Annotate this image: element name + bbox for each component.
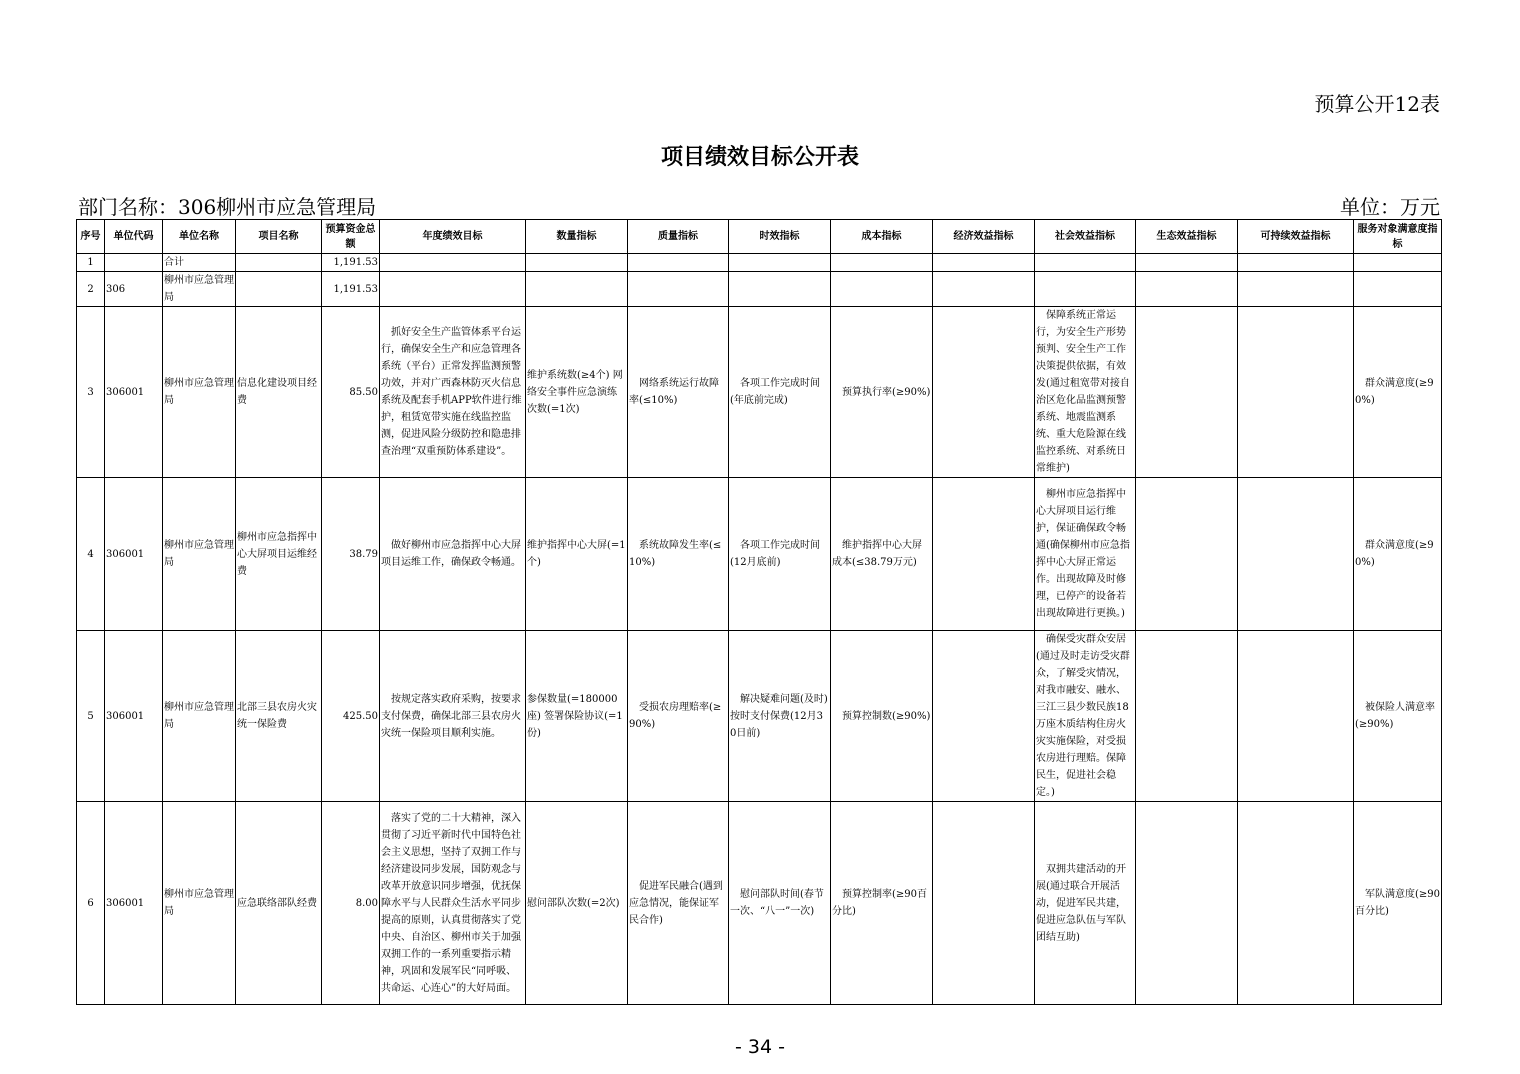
project-name: 柳州市应急指挥中心大屏项目运维经费 <box>236 478 322 631</box>
row-number: 1 <box>77 254 105 272</box>
header-row <box>77 220 1442 254</box>
table-row <box>77 307 1442 478</box>
cost-indicator: 预算控制率(≥90百分比) <box>831 802 933 1005</box>
unit-code: 306001 <box>105 307 163 478</box>
row-number: 5 <box>77 631 105 802</box>
quantity-indicator: 维护指挥中心大屏(=1个) <box>526 478 628 631</box>
quantity-indicator: 慰问部队次数(=2次) <box>526 802 628 1005</box>
economic-indicator <box>933 478 1035 631</box>
annual-goal <box>380 254 526 272</box>
table-row <box>77 631 1442 802</box>
unit-code: 306001 <box>105 802 163 1005</box>
timeliness-indicator: 解决疑难问题(及时) 按时支付保费(12月30日前) <box>729 631 831 802</box>
table-number-label: 预算公开12表 <box>1314 92 1440 116</box>
timeliness-indicator: 各项工作完成时间(年底前完成) <box>729 307 831 478</box>
row-number: 3 <box>77 307 105 478</box>
annual-goal: 做好柳州市应急指挥中心大屏项目运维工作，确保政令畅通。 <box>380 478 526 631</box>
social-indicator: 双拥共建活动的开展(通过联合开展活动，促进军民共建，促进应急队伍与军队团结互助) <box>1035 802 1136 1005</box>
table-row <box>77 272 1442 307</box>
sustainable-indicator <box>1238 307 1354 478</box>
economic-indicator <box>933 272 1035 307</box>
cost-indicator: 预算执行率(≥90%) <box>831 307 933 478</box>
social-indicator: 确保受灾群众安居(通过及时走访受灾群众，了解受灾情况，对我市融安、融水、三江三县少数民族18万座木质结构住房火灾实施保险，对受损农房进行理赔。保障民生，促进社会稳定。) <box>1035 631 1136 802</box>
header-cell: 单位名称 <box>163 220 236 254</box>
header-cell: 可持续效益指标 <box>1238 220 1354 254</box>
ecological-indicator <box>1136 631 1238 802</box>
header-cell: 预算资金总额 <box>322 220 380 254</box>
quality-indicator: 系统故障发生率(≤10%) <box>628 478 729 631</box>
quantity-indicator: 参保数量(=180000座) 签署保险协议(=1份) <box>526 631 628 802</box>
quality-indicator: 受损农房理赔率(≥90%) <box>628 631 729 802</box>
satisfaction-indicator: 群众满意度(≥90%) <box>1354 307 1442 478</box>
header-cell: 经济效益指标 <box>933 220 1035 254</box>
annual-goal <box>380 272 526 307</box>
page-title: 项目绩效目标公开表 <box>660 144 859 170</box>
social-indicator <box>1035 272 1136 307</box>
ecological-indicator <box>1136 478 1238 631</box>
unit-name: 柳州市应急管理局 <box>163 307 236 478</box>
ecological-indicator <box>1136 272 1238 307</box>
social-indicator: 保障系统正常运行，为安全生产形势预判、安全生产工作决策提供依据，有效发(通过租宽带对接自治区危化品监测预警系统、地震监测系统、重大危险源在线监控系统、对系统日常维护) <box>1035 307 1136 478</box>
row-number: 6 <box>77 802 105 1005</box>
unit-name: 柳州市应急管理局 <box>163 478 236 631</box>
cost-indicator: 预算控制数(≥90%) <box>831 631 933 802</box>
table-row <box>77 254 1442 272</box>
quantity-indicator: 维护系统数(≥4个) 网络安全事件应急演练次数(=1次) <box>526 307 628 478</box>
project-name <box>236 254 322 272</box>
social-indicator <box>1035 254 1136 272</box>
economic-indicator <box>933 307 1035 478</box>
quality-indicator: 网络系统运行故障率(≤10%) <box>628 307 729 478</box>
header-cell: 生态效益指标 <box>1136 220 1238 254</box>
social-indicator: 柳州市应急指挥中心大屏项目运行维护，保证确保政令畅通(确保柳州市应急指挥中心大屏正常运作。出现故障及时修理，已停产的设备若出现故障进行更换。) <box>1035 478 1136 631</box>
project-name: 北部三县农房火灾统一保险费 <box>236 631 322 802</box>
header-cell: 序号 <box>77 220 105 254</box>
economic-indicator <box>933 802 1035 1005</box>
table-row <box>77 478 1442 631</box>
timeliness-indicator <box>729 254 831 272</box>
unit-code: 306 <box>105 272 163 307</box>
economic-indicator <box>933 631 1035 802</box>
sustainable-indicator <box>1238 272 1354 307</box>
budget-amount: 1,191.53 <box>322 254 380 272</box>
header-cell: 社会效益指标 <box>1035 220 1136 254</box>
header-cell: 单位代码 <box>105 220 163 254</box>
table-row <box>77 802 1442 1005</box>
unit-name: 合计 <box>163 254 236 272</box>
department-name: 部门名称：306柳州市应急管理局 <box>78 195 377 219</box>
unit-name: 柳州市应急管理局 <box>163 631 236 802</box>
header-cell: 成本指标 <box>831 220 933 254</box>
performance-table <box>76 219 1442 1005</box>
budget-amount: 425.50 <box>322 631 380 802</box>
header-cell: 服务对象满意度指标 <box>1354 220 1442 254</box>
quantity-indicator <box>526 254 628 272</box>
ecological-indicator <box>1136 254 1238 272</box>
page-number: - 34 - <box>735 1036 785 1058</box>
sustainable-indicator <box>1238 631 1354 802</box>
sustainable-indicator <box>1238 478 1354 631</box>
row-number: 4 <box>77 478 105 631</box>
header-cell: 年度绩效目标 <box>380 220 526 254</box>
unit-code: 306001 <box>105 478 163 631</box>
ecological-indicator <box>1136 307 1238 478</box>
unit-code: 306001 <box>105 631 163 802</box>
unit-name: 柳州市应急管理局 <box>163 272 236 307</box>
annual-goal: 落实了党的二十大精神，深入贯彻了习近平新时代中国特色社会主义思想，坚持了双拥工作与经济建设同步发展，国防观念与改革开放意识同步增强，优抚保障水平与人民群众生活水平同步提高的原则，认真贯彻落实了党中央、自治区、柳州市关于加强双拥工作的一系列重要指示精神，巩固和发展军民“同呼吸、共命运、心连心”的大好局面。 <box>380 802 526 1005</box>
unit-name: 柳州市应急管理局 <box>163 802 236 1005</box>
timeliness-indicator: 各项工作完成时间(12月底前) <box>729 478 831 631</box>
timeliness-indicator: 慰问部队时间(春节一次、“八一”一次) <box>729 802 831 1005</box>
quality-indicator <box>628 254 729 272</box>
unit-label: 单位：万元 <box>1340 195 1440 219</box>
quality-indicator <box>628 272 729 307</box>
budget-amount: 1,191.53 <box>322 272 380 307</box>
satisfaction-indicator: 被保险人满意率(≥90%) <box>1354 631 1442 802</box>
quality-indicator: 促进军民融合(遇到应急情况，能保证军民合作) <box>628 802 729 1005</box>
budget-amount: 38.79 <box>322 478 380 631</box>
annual-goal: 抓好安全生产监管体系平台运行，确保安全生产和应急管理各系统（平台）正常发挥监测预警功效，并对广西森林防灭火信息系统及配套手机APP软件进行维护，租赁宽带实施在线监控监测，促进风险分级防控和隐患排查治理“双重预防体系建设”。 <box>380 307 526 478</box>
satisfaction-indicator <box>1354 272 1442 307</box>
project-name: 信息化建设项目经费 <box>236 307 322 478</box>
sustainable-indicator <box>1238 254 1354 272</box>
sustainable-indicator <box>1238 802 1354 1005</box>
budget-amount: 85.50 <box>322 307 380 478</box>
cost-indicator <box>831 272 933 307</box>
header-cell: 数量指标 <box>526 220 628 254</box>
annual-goal: 按规定落实政府采购，按要求支付保费，确保北部三县农房火灾统一保险项目顺利实施。 <box>380 631 526 802</box>
project-name <box>236 272 322 307</box>
cost-indicator: 维护指挥中心大屏成本(≤38.79万元) <box>831 478 933 631</box>
unit-code <box>105 254 163 272</box>
project-name: 应急联络部队经费 <box>236 802 322 1005</box>
header-cell: 质量指标 <box>628 220 729 254</box>
quantity-indicator <box>526 272 628 307</box>
row-number: 2 <box>77 272 105 307</box>
satisfaction-indicator: 群众满意度(≥90%) <box>1354 478 1442 631</box>
satisfaction-indicator: 军队满意度(≥90百分比) <box>1354 802 1442 1005</box>
header-cell: 项目名称 <box>236 220 322 254</box>
budget-amount: 8.00 <box>322 802 380 1005</box>
ecological-indicator <box>1136 802 1238 1005</box>
economic-indicator <box>933 254 1035 272</box>
header-cell: 时效指标 <box>729 220 831 254</box>
satisfaction-indicator <box>1354 254 1442 272</box>
timeliness-indicator <box>729 272 831 307</box>
cost-indicator <box>831 254 933 272</box>
